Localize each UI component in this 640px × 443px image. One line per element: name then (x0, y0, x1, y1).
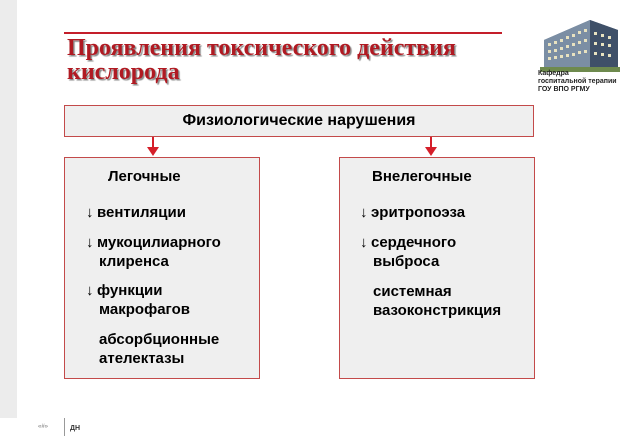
down-arrow-icon: ↓ (86, 282, 94, 299)
list-item: ↓ функции макрофагов (86, 282, 190, 318)
physiological-disorders-box: Физиологические нарушения (64, 105, 534, 137)
list-item: системная вазоконстрикция (373, 283, 502, 319)
down-arrow-icon: ↓ (86, 234, 94, 251)
arrow-to-left-box (147, 137, 159, 157)
slide-title: Проявления токсического действия кислорода (67, 35, 456, 85)
extrapulmonary-box (339, 157, 535, 379)
title-underline (64, 32, 502, 34)
department-label: Кафедра госпитальной терапии ГОУ ВПО РГМУ (538, 70, 617, 93)
pulmonary-heading: Легочные (108, 168, 181, 185)
footer-author: ДН (70, 425, 81, 432)
list-item: ↓ эритропоэза (360, 204, 466, 221)
building-logo-icon (540, 10, 620, 72)
list-item: абсорбционные ателектазы (99, 331, 220, 367)
list-item: ↓ сердечного выброса (360, 234, 457, 270)
arrow-to-right-box (425, 137, 437, 157)
list-item: ↓ мукоцилиарного клиренса (86, 234, 221, 270)
left-decor-strip (0, 0, 17, 418)
down-arrow-icon: ↓ (360, 204, 368, 221)
down-arrow-icon: ↓ (360, 234, 368, 251)
down-arrow-icon: ↓ (86, 204, 94, 221)
page-number: «#» (38, 424, 49, 430)
list-item: ↓ вентиляции (86, 204, 186, 221)
extrapulmonary-heading: Внелегочные (372, 168, 472, 185)
footer-divider (64, 418, 65, 436)
pulmonary-box (64, 157, 260, 379)
